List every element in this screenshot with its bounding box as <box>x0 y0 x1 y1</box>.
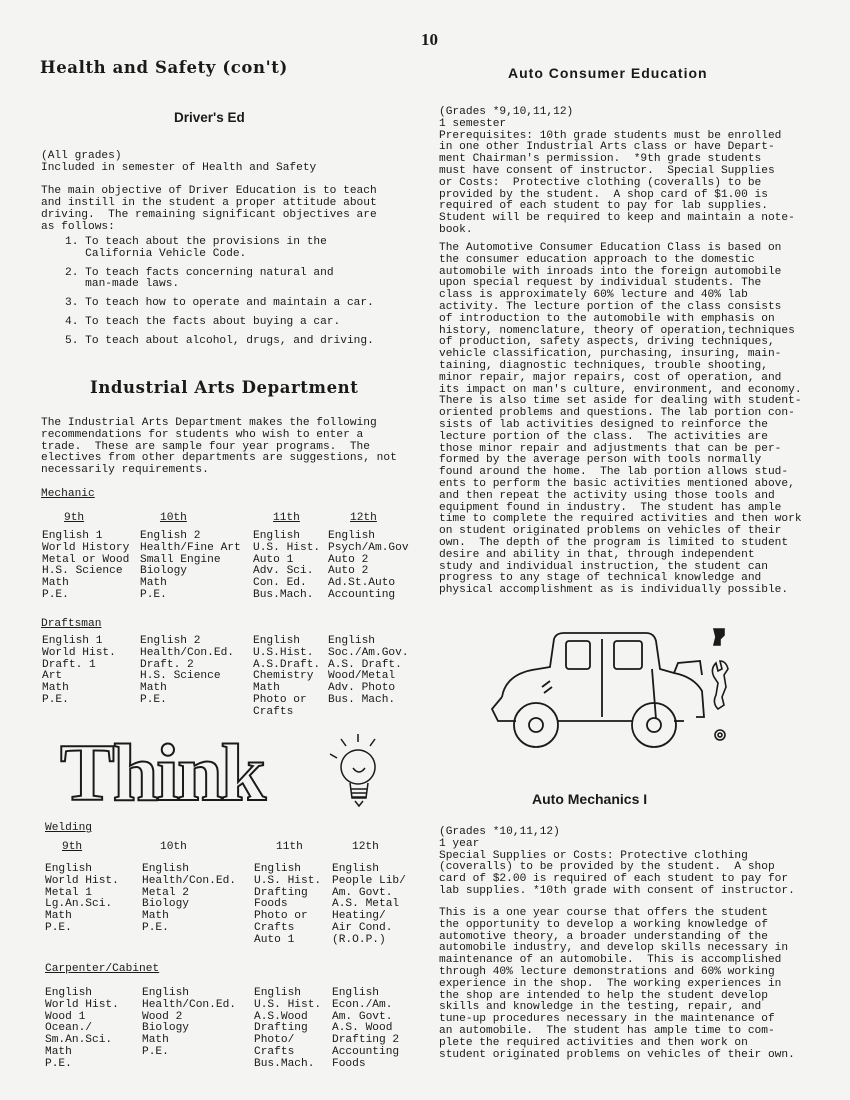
auto-consumer-body: The Automotive Consumer Education Class is based on the consumer education approach to the domestic automobile with inroads into the foreign automobile upon special request by individual students. The class is approximately 60% lecture and 40% lab activity. The lecture portion of the class consists of introduction to the automobile with emphasis on history, nomenclature, theory of operation,techniques of production, safety aspects, driving techniques, vehicle classification, purchasing, insuring, main- taining, diagnostic techniques, trouble shooting, minor repair, major repairs, cost of operation, and its impact on man's culture, environment, and economy. There is also time set aside for dealing with student- oriented problems and questions. The lab portion con- sists of lab activities designed to reinforce the lecture portion of the class. The activities are those minor repair and adjustments that can be per- formed by the average person with tools normally found around the home. The lab portion allows stud- ents to perform the basic activities mentioned above, and then repeat the activity using those tools and equipment found in industry. The student has ample time to complete the required activities and then work on student originated problems on vehicles of their own. The depth of the program is limited to student desire and ability in that, through independent study and individual instruction, the student can progress to any stage of technical knowledge and physical accomplishment as is individually possible. <box>439 242 802 597</box>
industrial-arts-text: The Industrial Arts Department makes the following recommendations for students who wish to enter a trade. These are sample four year programs. The electives from other departments are suggestions, not necessarily requirements. <box>41 417 397 477</box>
think-graphic <box>58 728 378 818</box>
carpenter-col-11th: English U.S. Hist. A.S.Wood Drafting Photo/ Crafts Bus.Mach. <box>254 987 322 1070</box>
health-safety-heading: Health and Safety (con't) <box>40 58 288 77</box>
industrial-arts-heading: Industrial Arts Department <box>90 378 359 397</box>
carpenter-col-9th: English World Hist. Wood 1 Ocean./ Sm.An.Sci. Math P.E. <box>45 987 119 1070</box>
mechanic-col-11th: English U.S. Hist. Auto 1 Adv. Sci. Con. Ed. Bus.Mach. <box>253 530 321 601</box>
draftsman-col-9th: English 1 World Hist. Draft. 1 Art Math P.E. <box>42 635 116 706</box>
carpenter-label: Carpenter/Cabinet <box>45 963 160 975</box>
welding-col-10th: English Health/Con.Ed. Metal 2 Biology Math P.E. <box>142 863 236 934</box>
objective-item: 2. To teach facts concerning natural and man-made laws. <box>65 266 334 291</box>
auto-consumer-info: (Grades *9,10,11,12) 1 semester Prerequisites: 10th grade students must be enrolled in one other Industrial Arts class or have Depart- ment Chairman's permission. *9th grade students must have consent of instructor. Special Supplies or Costs: Protective clothing (coveralls) to be provided by the student. A shop card of $1.00 is required of each student to pay for lab supplies. Student will be required to keep and maintain a note- book. <box>439 106 795 236</box>
mechanic-col-12th: English Psych/Am.Gov Auto 2 Auto 2 Ad.St.Auto Accounting <box>328 530 409 601</box>
grade-header-11th: 11th <box>276 841 303 853</box>
grade-header-12th: 12th <box>352 841 379 853</box>
drivers-ed-title: Driver's Ed <box>174 110 245 125</box>
objective-item: 1. To teach about the provisions in the California Vehicle Code. <box>65 236 327 260</box>
grade-header-10th: 10th <box>160 841 187 853</box>
grade-header-10th: 10th <box>160 512 187 524</box>
grade-header-11th: 11th <box>273 512 300 524</box>
auto-mechanics-body: This is a one year course that offers the student the opportunity to develop a working knowledge of automotive theory, a broader understanding of the automobile industry, and develop skills necessary in maintenance of an automobile. This is accomplished through 40% lecture demonstrations and 60% working experience in the shop. The working experiences in the shop are intended to help the student develop skills and knowledge in the testing, repair, and tune-up procedures necessary in the maintenance of an automobile. The student has ample time to com- plete the required activities and then work on student originated problems on vehicles of their own. <box>439 907 795 1061</box>
welding-col-12th: English People Lib/ Am. Govt. A.S. Metal Heating/ Air Cond. (R.O.P.) <box>332 863 406 946</box>
grade-header-9th: 9th <box>64 512 85 524</box>
draftsman-label: Draftsman <box>41 618 102 630</box>
draftsman-col-10th: English 2 Health/Con.Ed. Draft. 2 H.S. Science Math P.E. <box>140 635 234 706</box>
wrench-icon <box>706 625 736 745</box>
grade-header-9th: 9th <box>62 841 83 853</box>
carpenter-col-10th: English Health/Con.Ed. Wood 2 Biology Math P.E. <box>142 987 236 1058</box>
tools-illustration <box>706 625 736 745</box>
drivers-ed-objectives <box>65 237 405 348</box>
grade-header-12th: 12th <box>350 512 377 524</box>
drivers-ed-text: (All grades) Included in semester of Health and Safety The main objective of Driver Education is to teach and instill in the student a proper attitude about driving. The remaining significant objectives are as follows: <box>41 150 377 233</box>
auto-mechanics-title: Auto Mechanics I <box>532 791 648 807</box>
carpenter-col-12th: English Econ./Am. Am. Govt. A.S. Wood Drafting 2 Accounting Foods <box>332 987 400 1070</box>
draftsman-col-11th: English U.S.Hist. A.S.Draft. Chemistry Math Photo or Crafts <box>253 635 321 718</box>
objective-item: 4. To teach the facts about buying a car. <box>65 315 341 328</box>
auto-mechanics-info: (Grades *10,11,12) 1 year Special Supplies or Costs: Protective clothing (coveralls) to be provided by the student. A shop card of $2.00 is required of each student to pay for lab supplies. *10th grade with consent of instructor. <box>439 826 795 897</box>
page-number: 10 <box>421 30 438 49</box>
mechanic-col-9th: English 1 World History Metal or Wood H.S. Science Math P.E. <box>42 530 130 601</box>
mechanic-col-10th: English 2 Health/Fine Art Small Engine Biology Math P.E. <box>140 530 241 601</box>
think-word: Think <box>60 728 265 818</box>
think-lightbulb-drawing <box>58 728 378 818</box>
objective-item: 5. To teach about alcohol, drugs, and driving. <box>65 334 374 347</box>
mechanic-label: Mechanic <box>41 488 95 500</box>
welding-col-11th: English U.S. Hist. Drafting Foods Photo or Crafts Auto 1 <box>254 863 322 946</box>
welding-col-9th: English World Hist. Metal 1 Lg.An.Sci. Math P.E. <box>45 863 119 934</box>
lightbulb-icon <box>330 734 375 806</box>
draftsman-col-12th: English Soc./Am.Gov. A.S. Draft. Wood/Metal Adv. Photo Bus. Mach. <box>328 635 409 706</box>
objective-item: 3. To teach how to operate and maintain a car. <box>65 297 374 310</box>
auto-consumer-title: Auto Consumer Education <box>508 65 708 81</box>
welding-label: Welding <box>45 822 92 834</box>
